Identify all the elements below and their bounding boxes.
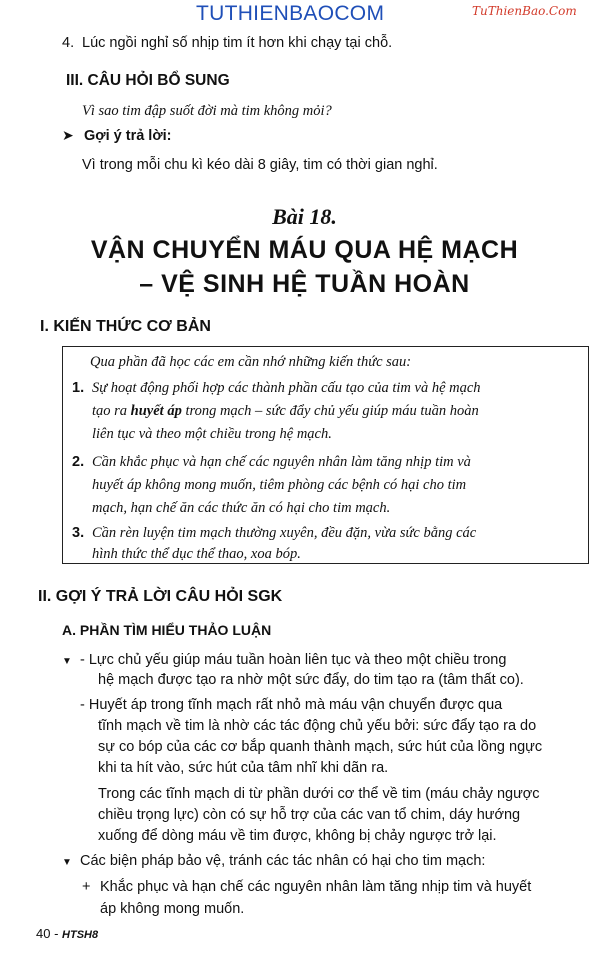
box-item-1-line-2a: tạo ra — [92, 403, 128, 419]
lesson-title-line-1: VẬN CHUYỂN MÁU QUA HỆ MẠCH — [90, 236, 519, 264]
p3-line-3: xuống để dòng máu về tim được, không bị chảy ngược trở lại. — [98, 828, 497, 844]
p4-text: Các biện pháp bảo vệ, tránh các tác nhân có hại cho tim mạch: — [80, 853, 486, 869]
book-code: HTSH8 — [62, 929, 99, 941]
p3-line-1: Trong các tĩnh mạch di từ phần dưới cơ thể về tim (máu chảy ngược — [98, 786, 540, 802]
p1-line-2: hệ mạch được tạo ra nhờ một sức đẩy, do tim tạo ra (tâm thất co). — [98, 672, 524, 688]
p2-line-4: khi ta hít vào, sức hút của tâm nhĩ khi dãn ra. — [98, 760, 389, 776]
hint-label: Gợi ý trả lời: — [84, 128, 172, 144]
box-item-1-number: 1. — [72, 380, 85, 396]
box-intro: Qua phần đã học các em cần nhớ những kiến thức sau: — [90, 354, 412, 370]
arrow-bullet-icon: ➤ — [62, 129, 74, 144]
item-4-number: 4. — [62, 35, 75, 51]
box-item-2-line-2: huyết áp không mong muốn, tiêm phòng các bệnh có hại cho tim — [92, 477, 467, 493]
p1-line-1: - Lực chủ yếu giúp máu tuần hoàn liên tục và theo một chiều trong — [80, 652, 507, 668]
supplementary-question: Vì sao tim đập suốt đời mà tim không mỏi? — [82, 103, 332, 119]
keyword-blood-pressure: huyết áp — [130, 403, 182, 419]
box-item-3-number: 3. — [72, 525, 85, 541]
box-item-1-line-3: liên tục và theo một chiều trong hệ mạch. — [92, 426, 332, 442]
box-item-1-line-1: Sự hoạt động phối hợp các thành phần cấu tạo của tim và hệ mạch — [92, 380, 481, 396]
box-item-2-line-3: mạch, hạn chế ăn các thức ăn có hại cho tim mạch. — [92, 500, 391, 516]
box-item-3-line-2: hình thức thể dục thể thao, xoa bóp. — [92, 546, 301, 562]
p2-line-2: tĩnh mạch về tim là nhờ các tác động chủ yếu bởi: sức đẩy tạo ra do — [98, 718, 537, 734]
lesson-number: Bài 18. — [272, 204, 337, 229]
p5-line-1: Khắc phục và hạn chế các nguyên nhân làm tăng nhịp tim và huyết — [100, 879, 532, 895]
box-item-1-line-2c: trong mạch – sức đẩy chủ yếu giúp máu tuần hoàn — [185, 403, 479, 419]
box-item-2-line-1: Cần khắc phục và hạn chế các nguyên nhân làm tăng nhịp tim và — [92, 454, 471, 470]
page-number: 40 - — [36, 926, 59, 941]
plus-bullet: + — [82, 879, 91, 895]
p3-line-2: chiều trọng lực) còn có sự hỗ trợ của các van tổ chim, dáy hướng — [98, 807, 521, 823]
section-3-title: III. CÂU HỎI BỔ SUNG — [66, 72, 230, 89]
p2-line-3: sự co bóp của các cơ bắp quanh thành mạch, sức hút của lồng ngực — [98, 739, 543, 755]
triangle-bullet-icon: ▼ — [62, 656, 72, 667]
site-logo: TuThienBao.Com — [472, 4, 577, 18]
lesson-title-line-2: – VỆ SINH HỆ TUẦN HOÀN — [139, 270, 470, 298]
box-item-1-line-2 — [92, 403, 479, 420]
section-1-title: I. KIẾN THỨC CƠ BẢN — [40, 318, 211, 335]
section-2-title: II. GỢI Ý TRẢ LỜI CÂU HỎI SGK — [38, 588, 283, 605]
page-footer — [36, 926, 98, 941]
triangle-bullet-icon: ▼ — [62, 857, 72, 868]
hint-answer: Vì trong mỗi chu kì kéo dài 8 giây, tim có thời gian nghỉ. — [82, 157, 438, 173]
box-item-2-number: 2. — [72, 454, 85, 470]
item-4-text: Lúc ngồi nghỉ số nhịp tim ít hơn khi chạy tại chỗ. — [82, 35, 393, 51]
box-item-3-line-1: Cần rèn luyện tim mạch thường xuyên, đều đặn, vừa sức bằng các — [92, 525, 477, 541]
section-2-subtitle: A. PHẦN TÌM HIỂU THẢO LUẬN — [62, 622, 272, 638]
p2-line-1: - Huyết áp trong tĩnh mạch rất nhỏ mà máu vận chuyển được qua — [80, 697, 503, 713]
site-watermark: TUTHIENBAOCOM — [196, 2, 385, 25]
p5-line-2: áp không mong muốn. — [100, 901, 245, 917]
